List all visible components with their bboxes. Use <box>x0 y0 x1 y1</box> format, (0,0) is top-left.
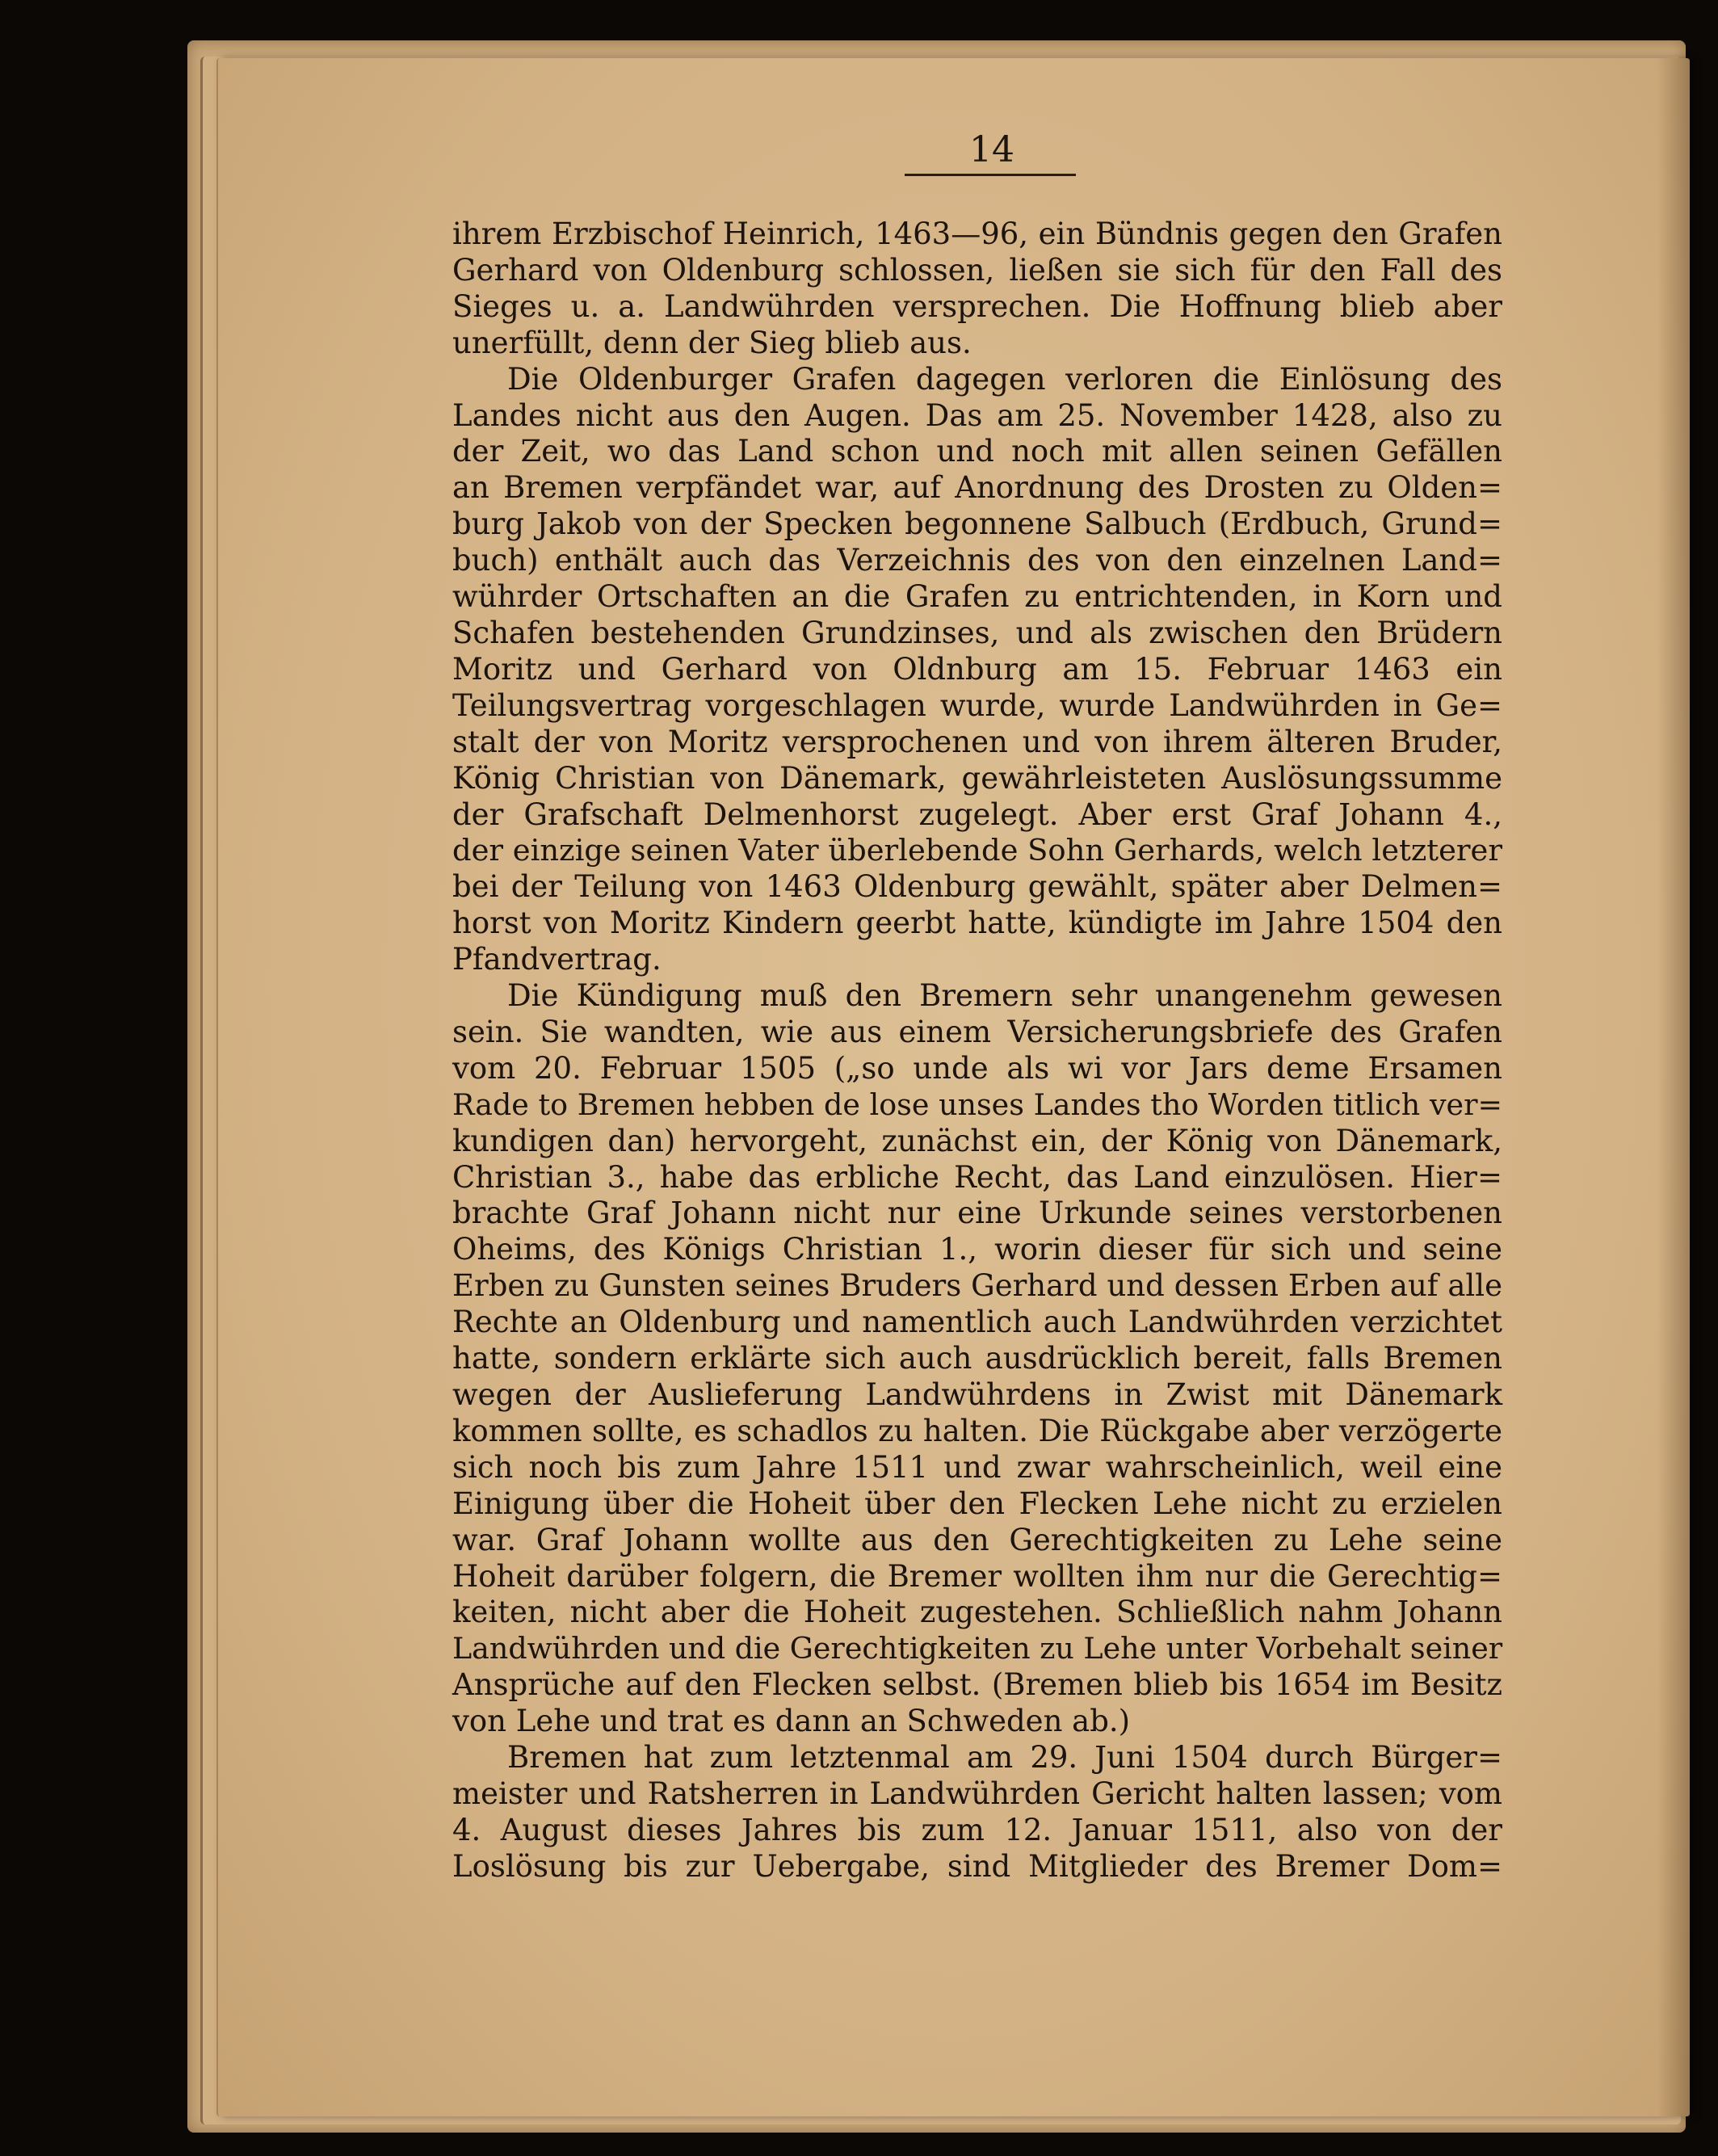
text-line: der Zeit, wo das Land schon und noch mit allen seinen Gefällen <box>452 434 1502 469</box>
text-line: unerfüllt, denn der Sieg blieb aus. <box>452 325 972 360</box>
text-line: König Christian von Dänemark, gewährleisteten Auslösungssumme <box>452 760 1502 796</box>
text-line: stalt der von Moritz versprochenen und von ihrem älteren Bruder, <box>452 724 1502 759</box>
text-line: Ansprüche auf den Flecken selbst. (Bremen blieb bis 1654 im Besitz <box>452 1667 1502 1703</box>
text-line: hatte, sondern erklärte sich auch ausdrücklich bereit, falls Bremen <box>452 1341 1502 1376</box>
text-line: Einigung über die Hoheit über den Flecken Lehe nicht zu erzielen <box>452 1486 1502 1521</box>
text-line: an Bremen verpfändet war, auf Anordnung des Drosten zu Olden= <box>452 470 1502 506</box>
text-line: horst von Moritz Kindern geerbt hatte, kündigte im Jahre 1504 den <box>452 906 1502 941</box>
text-line: Bremen hat zum letztenmal am 29. Juni 1504 durch Bürger= <box>507 1740 1502 1776</box>
text-line: kundigen dan) hervorgeht, zunächst ein, der König von Dänemark, <box>452 1123 1502 1158</box>
text-line: sein. Sie wandten, wie aus einem Versicherungsbriefe des Grafen <box>452 1014 1502 1049</box>
text-line: Oheims, des Königs Christian 1., worin dieser für sich und seine <box>452 1232 1502 1267</box>
text-line: buch) enthält auch das Verzeichnis des von den einzelnen Land= <box>452 543 1502 578</box>
text-line: Rade to Bremen hebben de lose unses Landes tho Worden titlich ver= <box>452 1086 1502 1122</box>
page-number-rule <box>905 174 1076 176</box>
text-line: brachte Graf Johann nicht nur eine Urkunde seines verstorbenen <box>452 1196 1502 1231</box>
text-line: Pfandvertrag. <box>452 942 662 977</box>
text-line: von Lehe und trat es dann an Schweden ab.) <box>452 1704 1131 1739</box>
text-line: Die Kündigung muß den Bremern sehr unangenehm gewesen <box>507 978 1502 1014</box>
text-line: bei der Teilung von 1463 Oldenburg gewählt, später aber Delmen= <box>452 869 1502 905</box>
text-line: Loslösung bis zur Uebergabe, sind Mitglieder des Bremer Dom= <box>452 1848 1502 1884</box>
text-line: keiten, nicht aber die Hoheit zugestehen. Schließlich nahm Johann <box>452 1595 1502 1630</box>
text-line: Die Oldenburger Grafen dagegen verloren die Einlösung des <box>507 361 1502 397</box>
text-line: kommen sollte, es schadlos zu halten. Die Rückgabe aber verzögerte <box>452 1413 1502 1448</box>
text-line: der einzige seinen Vater überlebende Sohn Gerhards, welch letzterer <box>452 833 1502 868</box>
text-line: sich noch bis zum Jahre 1511 und zwar wahrscheinlich, weil eine <box>452 1449 1502 1485</box>
text-line: ihrem Erzbischof Heinrich, 1463—96, ein Bündnis gegen den Grafen <box>452 216 1502 251</box>
page-number: 14 <box>969 129 1014 170</box>
text-line: wegen der Auslieferung Landwührdens in Zwist mit Dänemark <box>452 1377 1502 1412</box>
text-line: Gerhard von Oldenburg schlossen, ließen sie sich für den Fall des <box>452 252 1502 288</box>
text-line: Rechte an Oldenburg und namentlich auch Landwührden verzichtet <box>452 1305 1502 1340</box>
text-line: Christian 3., habe das erbliche Recht, das Land einzulösen. Hier= <box>452 1159 1502 1195</box>
text-line: meister und Ratsherren in Landwührden Gericht halten lassen; vom <box>452 1776 1502 1811</box>
text-line: Landes nicht aus den Augen. Das am 25. November 1428, also zu <box>452 397 1502 433</box>
text-line: der Grafschaft Delmenhorst zugelegt. Aber erst Graf Johann 4., <box>452 796 1502 832</box>
text-line: Moritz und Gerhard von Oldnburg am 15. Februar 1463 ein <box>452 651 1502 687</box>
text-line: Teilungsvertrag vorgeschlagen wurde, wurde Landwührden in Ge= <box>452 687 1502 723</box>
text-line: Landwührden und die Gerechtigkeiten zu Lehe unter Vorbehalt seiner <box>452 1631 1503 1666</box>
text-line: war. Graf Johann wollte aus den Gerechtigkeiten zu Lehe seine <box>452 1522 1502 1557</box>
text-line: Sieges u. a. Landwührden versprechen. Die Hoffnung blieb aber <box>452 288 1502 324</box>
text-line: wührder Ortschaften an die Grafen zu entrichtenden, in Korn und <box>452 579 1502 615</box>
body-text <box>452 216 1502 1885</box>
text-line: Erben zu Gunsten seines Bruders Gerhard und dessen Erben auf alle <box>452 1268 1502 1304</box>
spine-shadow <box>1657 58 1690 2116</box>
text-line: 4. August dieses Jahres bis zum 12. Januar 1511, also von der <box>452 1812 1502 1847</box>
text-line: vom 20. Februar 1505 („so unde als wi vor Jars deme Ersamen <box>452 1050 1502 1086</box>
text-line: burg Jakob von der Specken begonnene Salbuch (Erdbuch, Grund= <box>452 506 1502 542</box>
text-line: Schafen bestehenden Grundzinses, und als zwischen den Brüdern <box>452 615 1502 650</box>
text-line: Hoheit darüber folgern, die Bremer wollten ihm nur die Gerechtig= <box>452 1558 1502 1594</box>
